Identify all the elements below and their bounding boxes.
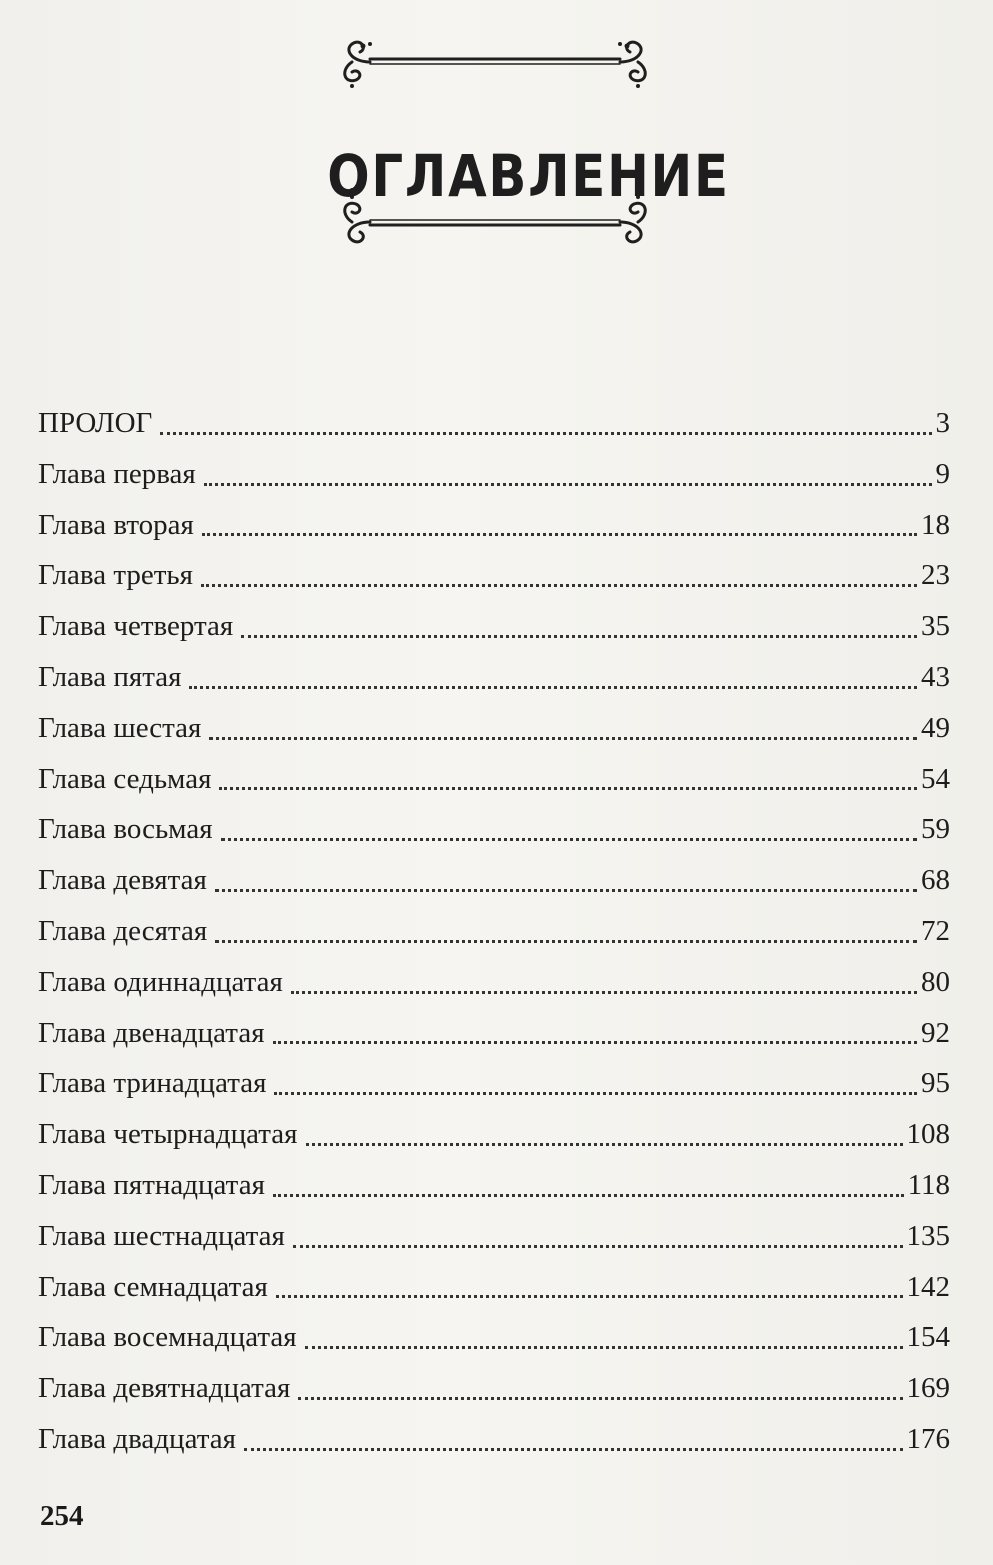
toc-entry-label: Глава девятнадцатая [38, 1372, 291, 1405]
toc-entry-page: 68 [921, 864, 950, 897]
toc-entry [38, 906, 950, 957]
toc-entry-label: Глава восьмая [38, 813, 213, 846]
toc-entry [38, 1312, 950, 1363]
toc-dot-leader [201, 584, 917, 587]
toc-entry-page: 176 [906, 1422, 950, 1455]
toc-entry-label: Глава семнадцатая [38, 1270, 268, 1303]
table-of-contents [38, 398, 950, 1465]
toc-dot-leader [202, 533, 917, 536]
toc-entry-label: Глава четырнадцатая [38, 1118, 298, 1151]
toc-dot-leader [209, 737, 917, 740]
toc-entry [38, 500, 950, 551]
toc-entry [38, 1109, 950, 1160]
toc-entry-page: 43 [921, 660, 950, 693]
toc-entry [38, 804, 950, 855]
toc-dot-leader [189, 686, 917, 689]
toc-entry [38, 855, 950, 906]
toc-entry [38, 652, 950, 703]
toc-dot-leader [244, 1448, 903, 1451]
toc-entry-page: 108 [906, 1118, 950, 1151]
title-frame [300, 40, 730, 250]
toc-dot-leader [298, 1397, 902, 1400]
toc-dot-leader [221, 838, 917, 841]
toc-dot-leader [215, 889, 917, 892]
toc-dot-leader [160, 432, 931, 435]
toc-entry-page: 9 [935, 457, 950, 490]
toc-entry-page: 80 [921, 965, 950, 998]
toc-entry [38, 957, 950, 1008]
toc-entry-page: 142 [906, 1270, 950, 1303]
toc-dot-leader [241, 635, 917, 638]
toc-dot-leader [273, 1194, 904, 1197]
toc-entry [38, 1160, 950, 1211]
toc-entry-page: 95 [921, 1067, 950, 1100]
toc-dot-leader [293, 1245, 903, 1248]
toc-entry [38, 398, 950, 449]
toc-entry-page: 154 [906, 1321, 950, 1354]
toc-entry-label: Глава четвертая [38, 610, 234, 643]
toc-entry-page: 118 [907, 1168, 950, 1201]
toc-entry [38, 1211, 950, 1262]
toc-entry-label: Глава пятнадцатая [38, 1168, 265, 1201]
toc-entry-label: Глава девятая [38, 864, 207, 897]
toc-entry-label: Глава одиннадцатая [38, 965, 283, 998]
toc-dot-leader [291, 991, 917, 994]
toc-dot-leader [274, 1092, 917, 1095]
toc-entry [38, 449, 950, 500]
toc-entry-page: 35 [921, 610, 950, 643]
toc-entry-label: Глава десятая [38, 914, 208, 947]
toc-entry-page: 59 [921, 813, 950, 846]
toc-entry [38, 703, 950, 754]
toc-dot-leader [215, 940, 917, 943]
toc-entry-label: Глава седьмая [38, 762, 212, 795]
toc-entry-label: Глава восемнадцатая [38, 1321, 297, 1354]
toc-dot-leader [276, 1295, 903, 1298]
toc-dot-leader [305, 1346, 903, 1349]
toc-entry-page: 135 [906, 1219, 950, 1252]
toc-entry-label: Глава третья [38, 559, 193, 592]
toc-entry [38, 1262, 950, 1313]
toc-entry [38, 754, 950, 805]
toc-entry-label: Глава двенадцатая [38, 1016, 265, 1049]
toc-entry-label: Глава вторая [38, 508, 194, 541]
toc-entry [38, 550, 950, 601]
toc-entry-label: Глава первая [38, 457, 196, 490]
toc-entry-label: Глава двадцатая [38, 1422, 236, 1455]
toc-entry [38, 601, 950, 652]
toc-dot-leader [219, 787, 917, 790]
toc-entry-page: 18 [921, 508, 950, 541]
toc-entry-page: 23 [921, 559, 950, 592]
toc-dot-leader [306, 1143, 903, 1146]
toc-entry-label: Глава шестнадцатая [38, 1219, 285, 1252]
toc-dot-leader [273, 1041, 917, 1044]
page-number: 254 [40, 1500, 84, 1532]
toc-entry-page: 54 [921, 762, 950, 795]
toc-entry-page: 169 [906, 1372, 950, 1405]
toc-entry-label: Глава тринадцатая [38, 1067, 267, 1100]
toc-entry-page: 72 [921, 914, 950, 947]
toc-entry-page: 49 [921, 711, 950, 744]
toc-entry-page: 3 [935, 407, 950, 439]
toc-entry-page: 92 [921, 1016, 950, 1049]
toc-entry [38, 1414, 950, 1465]
toc-entry [38, 1008, 950, 1059]
toc-entry [38, 1058, 950, 1109]
toc-entry [38, 1363, 950, 1414]
toc-dot-leader [204, 483, 932, 486]
toc-entry-label: ПРОЛОГ [38, 407, 153, 439]
page-title: ОГЛАВЛЕНИЕ [327, 142, 730, 210]
toc-entry-label: Глава шестая [38, 711, 202, 744]
toc-entry-label: Глава пятая [38, 660, 182, 693]
